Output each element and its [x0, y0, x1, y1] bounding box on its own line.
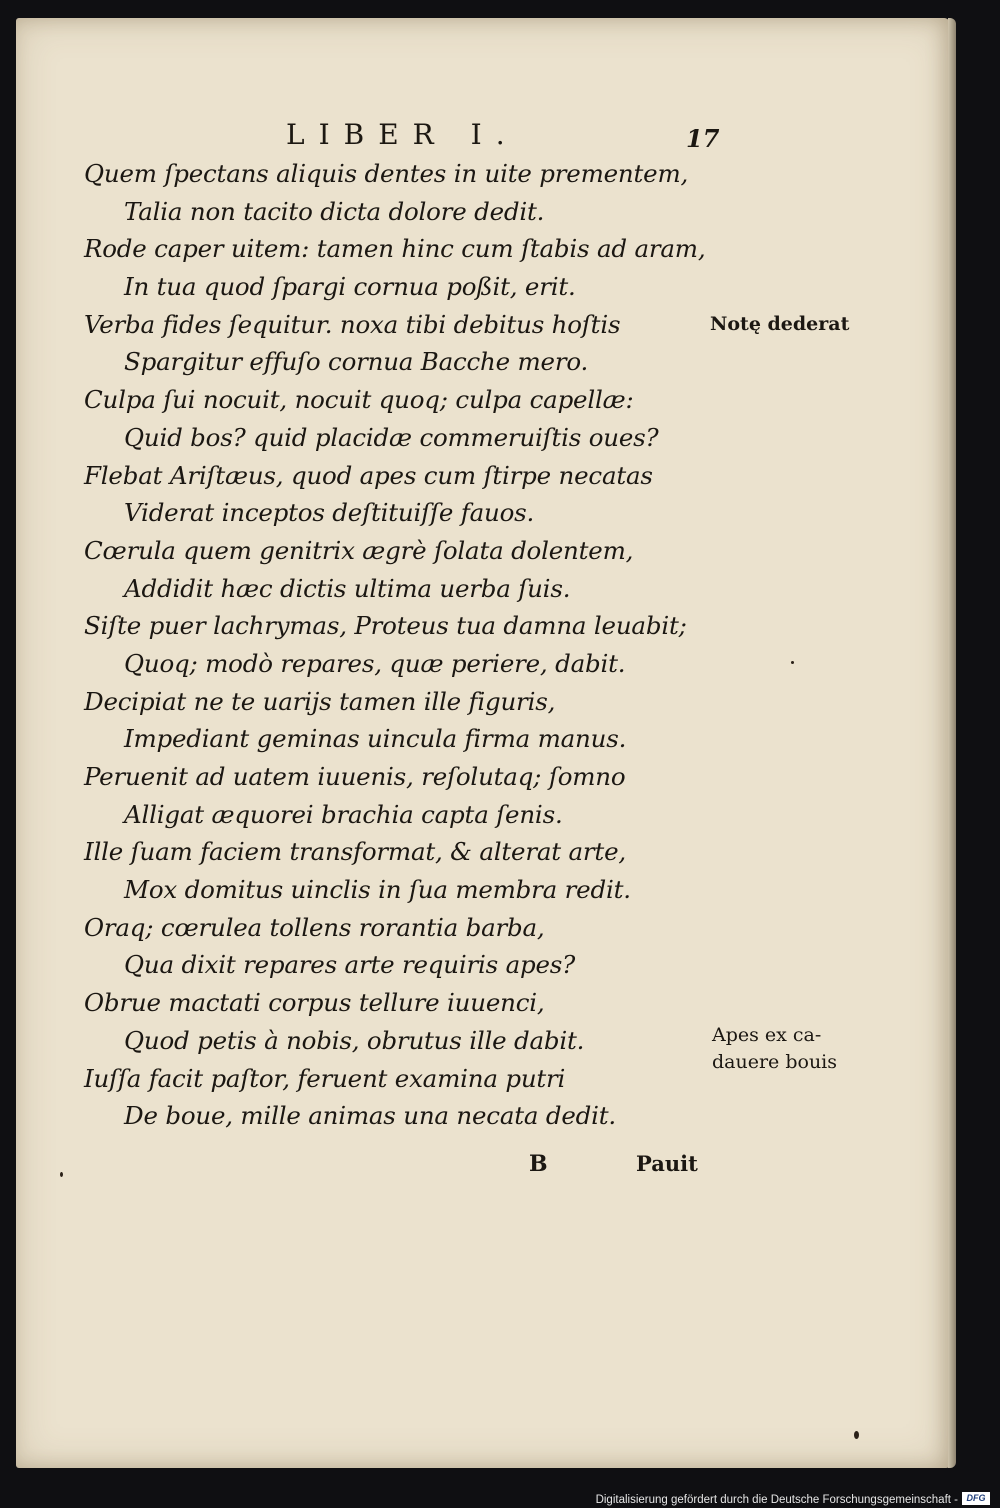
verse-line: Mox domitus uinclis in ſua membra redit. [124, 875, 631, 905]
verse-line: Verba fides ſequitur. noxa tibi debitus hoſtis [84, 309, 621, 339]
verse-line: Decipiat ne te uarijs tamen ille figuris, [84, 686, 556, 716]
margin-note-2-line-2: dauere bouis [712, 1051, 838, 1073]
page-number: 17 [686, 124, 720, 153]
catchword: Pauit [636, 1151, 698, 1176]
verse-line: Talia non tacito dicta dolore dedit. [124, 196, 545, 226]
verse-line: In tua quod ſpargi cornua poßit, erit. [124, 272, 576, 302]
signature-mark: B [529, 1151, 548, 1177]
running-head: LIBER I. [286, 118, 519, 151]
paper-speck [854, 1431, 859, 1439]
verse-line: Quoq; modò repares, quæ periere, dabit. [124, 648, 626, 678]
verse-line: Peruenit ad uatem iuuenis, reſolutaq; ſomno [84, 762, 626, 791]
verse-line: Qua dixit repares arte requiris apes? [124, 950, 576, 980]
verse-line: Viderat inceptos deſtituiſſe fauos. [124, 498, 535, 528]
verse-line: Spargitur effuſo cornua Bacche mero. [124, 347, 589, 377]
digitization-credit: Digitalisierung gefördert durch die Deutsche Forschungsgemeinschaft - [595, 1494, 958, 1506]
dfg-logo: DFG [962, 1492, 990, 1505]
verse-line: Addidit hæc dictis ultima uerba ſuis. [124, 573, 571, 603]
page-edge [948, 18, 956, 1468]
footer-bar [0, 1486, 1000, 1508]
verse-line: Quid bos? quid placidæ commeruiſtis oues? [124, 422, 659, 452]
margin-note-2 [712, 1022, 837, 1076]
verse-line: Oraq; cœrulea tollens rorantia barba, [84, 912, 545, 942]
verse-line: Obrue mactati corpus tellure iuuenci, [84, 988, 545, 1018]
verse-line: Impediant geminas uincula firma manus. [124, 724, 627, 754]
paper-speck [791, 661, 794, 664]
verse-line: Ille ſuam faciem transformat, & alterat arte, [84, 837, 626, 867]
verse-line: Alligat æquorei brachia capta ſenis. [124, 799, 563, 829]
verse-line: Flebat Ariſtæus, quod apes cum ſtirpe necatas [84, 460, 653, 490]
verse-line: Siſte puer lachrymas, Proteus tua damna leuabit; [84, 611, 687, 641]
verse-text-block [84, 155, 705, 1135]
verse-line: Iuſſa facit paſtor, feruent examina putri [84, 1063, 566, 1093]
margin-note-2-line-1: Apes ex ca- [712, 1024, 822, 1046]
verse-line: Rode caper uitem: tamen hinc cum ſtabis ad aram, [84, 234, 706, 264]
verse-line: Quod petis à nobis, obrutus ille dabit. [124, 1025, 585, 1055]
verse-line: De boue, mille animas una necata dedit. [124, 1101, 616, 1131]
book-page [16, 18, 950, 1468]
verse-line: Culpa ſui nocuit, nocuit quoq; culpa capellæ: [84, 385, 634, 415]
verse-line: Quem ſpectans aliquis dentes in uite prementem, [84, 159, 689, 188]
paper-speck [60, 1172, 63, 1177]
verse-line: Cœrula quem genitrix ægrè ſolata dolentem, [84, 535, 634, 565]
margin-note-1: Notę dederat [710, 313, 850, 335]
